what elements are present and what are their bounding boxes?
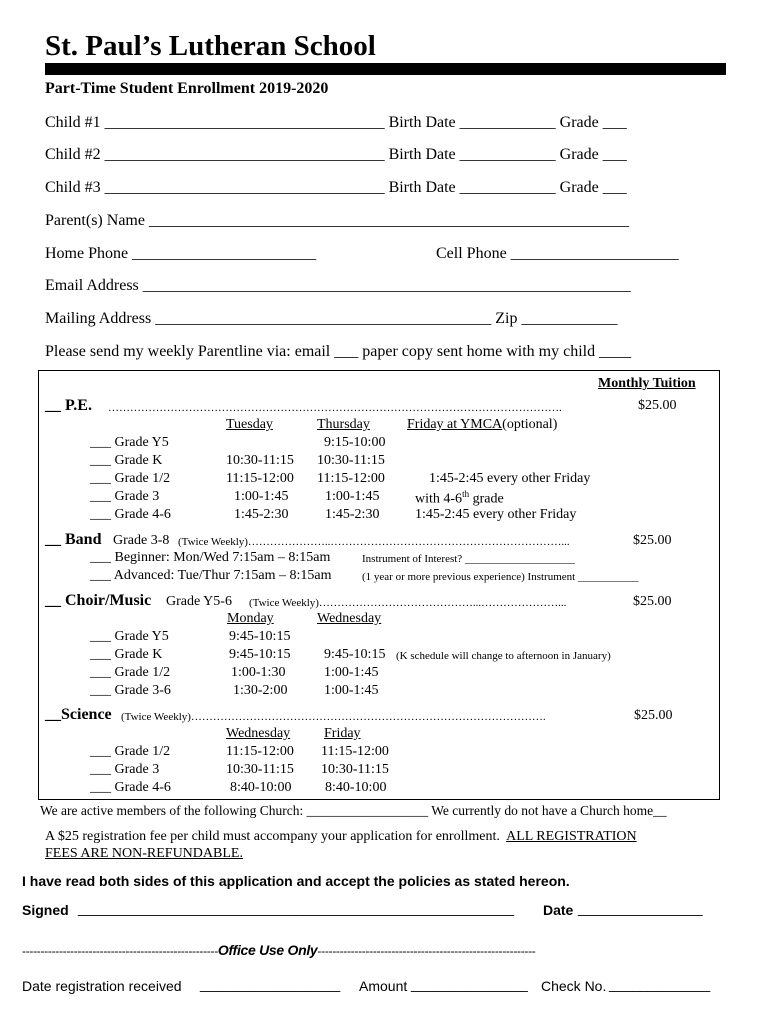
- fee-note: [45, 829, 637, 845]
- date-field[interactable]: ________________: [578, 900, 703, 916]
- choir-12-mon: 1:00-1:30: [231, 665, 286, 680]
- child-2-line[interactable]: Child #2 ___________________________________ Birth Date ____________ Grade ___: [45, 146, 627, 163]
- choir-price: $25.00: [633, 594, 672, 609]
- amount-field[interactable]: _______________: [411, 976, 528, 992]
- pe-y5-thu: 9:15-10:00: [324, 435, 386, 450]
- choir-12-wed: 1:00-1:45: [324, 665, 379, 680]
- pe-grade-k[interactable]: ___ Grade K: [90, 453, 163, 468]
- email-line[interactable]: Email Address _____________________________________________________________: [45, 277, 631, 294]
- choir-grade-12[interactable]: ___ Grade 1/2: [90, 665, 171, 680]
- pe-12-thu: 11:15-12:00: [317, 471, 385, 486]
- pe-grade-46[interactable]: ___ Grade 4-6: [90, 507, 171, 522]
- office-dash-left: -----------------------------------------------------: [22, 944, 218, 958]
- fee-note-text: A $25 registration fee per child must accompany your application for enrollment.: [45, 829, 500, 844]
- choir-36-wed: 1:00-1:45: [324, 683, 379, 698]
- pe-col-tuesday: Tuesday: [226, 417, 273, 432]
- church-line[interactable]: We are active members of the following Church: __________________ We currently do not have a Church home__: [40, 803, 667, 818]
- pe-title[interactable]: __ P.E.: [45, 397, 92, 414]
- band-beginner-note[interactable]: Instrument of Interest? ____________________: [362, 553, 575, 565]
- check-no-field[interactable]: _____________: [609, 976, 711, 992]
- pe-dots: …………………………………………………………………………………………………………….: [108, 402, 562, 414]
- choir-y5-mon: 9:45-10:15: [229, 629, 291, 644]
- science-grade-3[interactable]: ___ Grade 3: [90, 762, 160, 777]
- choir-grade-36[interactable]: ___ Grade 3-6: [90, 683, 171, 698]
- pe-3-thu: 1:00-1:45: [325, 489, 380, 504]
- signed-label: Signed: [22, 902, 69, 918]
- science-46-fri: 8:40-10:00: [325, 780, 387, 795]
- science-46-wed: 8:40-10:00: [230, 780, 292, 795]
- child-3-line[interactable]: Child #3 ___________________________________ Birth Date ____________ Grade ___: [45, 179, 627, 196]
- science-title[interactable]: __Science: [45, 706, 112, 723]
- form-subtitle: Part-Time Student Enrollment 2019-2020: [45, 80, 329, 97]
- pe-grade-12[interactable]: ___ Grade 1/2: [90, 471, 171, 486]
- office-use-divider: [22, 942, 536, 958]
- monthly-tuition-header: Monthly Tuition: [598, 376, 696, 391]
- pe-12-fri: 1:45-2:45 every other Friday: [429, 471, 591, 486]
- science-3-wed: 10:30-11:15: [226, 762, 294, 777]
- choir-grade-k[interactable]: ___ Grade K: [90, 647, 163, 662]
- science-grade-46[interactable]: ___ Grade 4-6: [90, 780, 171, 795]
- band-note: (Twice Weekly)…………………..………………………………………………………...: [178, 536, 570, 548]
- choir-grade-y5[interactable]: ___ Grade Y5: [90, 629, 169, 644]
- science-3-fri: 10:30-11:15: [321, 762, 389, 777]
- date-label: Date: [543, 902, 574, 918]
- pe-k-tue: 10:30-11:15: [226, 453, 294, 468]
- office-dash-right: -----------------------------------------------------------: [317, 944, 536, 958]
- parent-name-line[interactable]: Parent(s) Name ____________________________________________________________: [45, 212, 629, 229]
- pe-46-fri: 1:45-2:45 every other Friday: [415, 507, 577, 522]
- office-use-label: Office Use Only: [217, 942, 318, 958]
- pe-col-thursday: Thursday: [317, 417, 370, 432]
- title-rule: [45, 63, 726, 75]
- choir-k-note: (K schedule will change to afternoon in January): [396, 650, 611, 662]
- pe-46-thu: 1:45-2:30: [325, 507, 380, 522]
- band-title[interactable]: __ Band: [45, 531, 102, 548]
- choir-k-wed: 9:45-10:15: [324, 647, 386, 662]
- cell-phone-line[interactable]: Cell Phone _____________________: [436, 245, 679, 262]
- pe-price: $25.00: [638, 398, 677, 413]
- pe-12-tue: 11:15-12:00: [226, 471, 294, 486]
- band-grade: Grade 3-8: [113, 533, 170, 548]
- science-col-wednesday: Wednesday: [226, 726, 291, 741]
- science-grade-12[interactable]: ___ Grade 1/2: [90, 744, 171, 759]
- school-title: St. Paul’s Lutheran School: [45, 30, 376, 62]
- fee-note-nonrefundable-2: FEES ARE NON-REFUNDABLE.: [45, 846, 243, 861]
- choir-36-mon: 1:30-2:00: [233, 683, 288, 698]
- science-12-wed: 11:15-12:00: [226, 744, 294, 759]
- fee-note-nonrefundable-1: ALL REGISTRATION: [506, 829, 637, 844]
- choir-col-monday: Monday: [227, 611, 274, 626]
- parentline-preference[interactable]: Please send my weekly Parentline via: email ___ paper copy sent home with my child ____: [45, 343, 632, 360]
- pe-col-friday: [407, 417, 557, 433]
- choir-k-mon: 9:45-10:15: [229, 647, 291, 662]
- agreement-statement: I have read both sides of this application and accept the policies as stated hereon.: [22, 873, 570, 889]
- pe-col-friday-label: Friday at YMCA: [407, 417, 503, 432]
- pe-3-fri: with 4-6th grade: [415, 489, 504, 507]
- band-price: $25.00: [633, 533, 672, 548]
- science-12-fri: 11:15-12:00: [321, 744, 389, 759]
- amount-label: Amount: [359, 978, 408, 994]
- pe-grade-3[interactable]: ___ Grade 3: [90, 489, 160, 504]
- child-1-line[interactable]: Child #1 ___________________________________ Birth Date ____________ Grade ___: [45, 114, 627, 131]
- band-beginner[interactable]: ___ Beginner: Mon/Wed 7:15am – 8:15am: [90, 550, 331, 565]
- science-col-friday: Friday: [324, 726, 361, 741]
- choir-title[interactable]: __ Choir/Music: [45, 592, 152, 609]
- date-received-field[interactable]: __________________: [200, 976, 341, 992]
- pe-3-tue: 1:00-1:45: [234, 489, 289, 504]
- pe-k-thu: 10:30-11:15: [317, 453, 385, 468]
- pe-col-friday-optional: (optional): [502, 417, 558, 432]
- science-note: (Twice Weekly)…………………………………………………………………………………….: [121, 711, 546, 723]
- band-advanced-note[interactable]: (1 year or more previous experience) Instrument ___________: [362, 571, 639, 583]
- choir-grade: Grade Y5-6: [166, 594, 232, 609]
- check-no-label: Check No.: [541, 978, 607, 994]
- home-phone-line[interactable]: Home Phone _______________________: [45, 245, 317, 262]
- choir-note: (Twice Weekly)……………………………………...…………………...: [249, 597, 567, 609]
- choir-col-wednesday: Wednesday: [317, 611, 382, 626]
- science-price: $25.00: [634, 708, 673, 723]
- band-advanced[interactable]: ___ Advanced: Tue/Thur 7:15am – 8:15am: [90, 568, 332, 583]
- signature-field[interactable]: ________________________________________________________: [78, 900, 515, 916]
- date-received-label: Date registration received: [22, 978, 182, 994]
- mailing-address-line[interactable]: Mailing Address __________________________________________ Zip ____________: [45, 310, 618, 327]
- pe-grade-y5[interactable]: ___ Grade Y5: [90, 435, 169, 450]
- pe-46-tue: 1:45-2:30: [234, 507, 289, 522]
